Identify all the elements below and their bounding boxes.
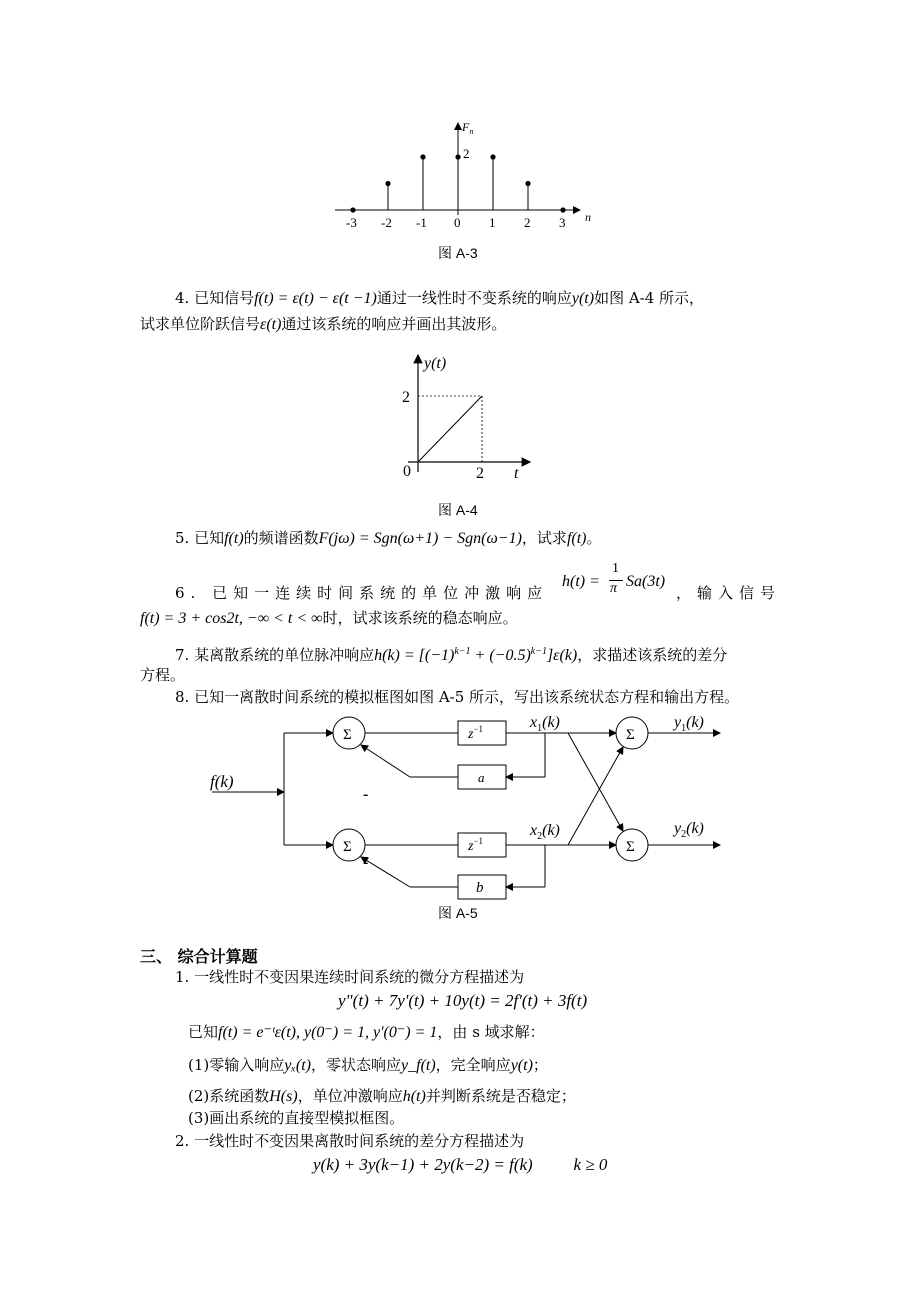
s3-known-b: ，由 s 域求解： bbox=[437, 1023, 545, 1041]
q5-math-f2: f(t) bbox=[566, 530, 587, 547]
q5-text-d: 。 bbox=[586, 529, 602, 547]
q7-math-exp2: k−1 bbox=[530, 646, 547, 657]
a5-minus-bottom: - bbox=[363, 854, 369, 871]
s3-eq2-cond: k ≥ 0 bbox=[573, 1155, 608, 1174]
s3-p2: 2. 一线性时不变因果离散时间系统的差分方程描述为 bbox=[175, 1132, 525, 1150]
q6-line1-text: 6. 已知一连续时间系统的单位冲激响应 bbox=[175, 584, 549, 602]
a3-stem-point bbox=[525, 181, 530, 186]
a5-caption: 图 A-5 bbox=[438, 905, 478, 921]
s3-known-a: 已知 bbox=[188, 1023, 219, 1041]
s3-sub2 bbox=[188, 1086, 576, 1107]
a3-tick-label: -2 bbox=[381, 215, 392, 230]
a5-y1-label: $y_1(k)$ bbox=[674, 714, 704, 734]
a4-y-label: y(t) bbox=[424, 355, 447, 372]
q5-line bbox=[175, 528, 602, 549]
s3-sub2-b: ，单位冲激响应 bbox=[297, 1087, 403, 1105]
q5-text-b: 的频谱函数 bbox=[243, 529, 319, 547]
s3-sub1-b: ，零状态响应 bbox=[311, 1056, 402, 1074]
q6-math-h: h(t) = bbox=[562, 573, 600, 590]
a3-tick-label: -1 bbox=[416, 215, 427, 230]
s3-sub1-a: (1)零输入响应 bbox=[188, 1056, 285, 1074]
q7-line2: 方程。 bbox=[140, 666, 186, 684]
q4-math-signal: f(t) = ε(t) − ε(t −1) bbox=[254, 290, 377, 307]
a5-gain-a-label: a bbox=[478, 770, 485, 785]
a5-input-label: f(k) bbox=[210, 772, 234, 791]
a3-tick-label: 1 bbox=[489, 215, 496, 230]
q7-text-b: ，求描述该系统的差分 bbox=[577, 646, 728, 664]
q6-math-sa: Sa(3t) bbox=[626, 573, 666, 590]
q4-line2 bbox=[140, 314, 506, 335]
q5-math-f: f(t) bbox=[224, 530, 244, 547]
s3-known-math: f(t) = e⁻ᵗε(t), y(0⁻) = 1, y'(0⁻) = 1 bbox=[218, 1024, 438, 1041]
a5-cross-x1-to-y2 bbox=[568, 733, 623, 831]
a5-fb-top-diag bbox=[361, 745, 410, 777]
q4-math-step: ε(t) bbox=[260, 316, 282, 333]
s3-sub2-math1: H(s) bbox=[269, 1088, 298, 1105]
a4-x-label: t bbox=[514, 465, 519, 482]
a5-x2-label: $x_2(k)$ bbox=[530, 822, 560, 842]
q4-text-e: 通过该系统的响应并画出其波形。 bbox=[281, 315, 507, 333]
a5-sum-top-symbol: Σ bbox=[343, 727, 352, 743]
s3-known bbox=[188, 1022, 545, 1043]
q6-math-input: f(t) = 3 + cos2t, −∞ < t < ∞ bbox=[140, 610, 323, 627]
a4-ramp bbox=[418, 396, 482, 462]
a3-stem-point bbox=[560, 207, 565, 212]
s3-sub2-c: 并判断系统是否稳定； bbox=[425, 1087, 576, 1105]
q6-line1-b: ，输入信号 bbox=[676, 584, 782, 602]
q4-text-d: 试求单位阶跃信号 bbox=[140, 315, 261, 333]
q5-text-a: 5. 已知 bbox=[175, 529, 225, 547]
a5-gain-b-label: b bbox=[476, 880, 484, 896]
q4-line1 bbox=[175, 288, 704, 309]
a3-tick-label: 0 bbox=[454, 215, 461, 230]
a4-origin: 0 bbox=[403, 463, 411, 480]
a3-stem-point bbox=[420, 154, 425, 159]
q4-text-a: 4. 已知信号 bbox=[175, 289, 255, 307]
a3-stem-point bbox=[490, 154, 495, 159]
a5-delay-top-label: $z^{-1}$ bbox=[468, 724, 484, 742]
section3-heading: 三、 综合计算题 bbox=[140, 947, 258, 966]
q7-line1 bbox=[175, 642, 727, 666]
s3-p1: 1. 一线性时不变因果连续时间系统的微分方程描述为 bbox=[175, 968, 525, 986]
a3-stem-point bbox=[385, 181, 390, 186]
s3-sub3: (3)画出系统的直接型模拟框图。 bbox=[188, 1109, 405, 1127]
q7-math-mid: + (−0.5) bbox=[470, 647, 531, 664]
a3-stem-point bbox=[455, 154, 460, 159]
a5-cross-x2-to-y1 bbox=[568, 747, 623, 845]
q5-math-spectrum: F(jω) = Sgn(ω+1) − Sgn(ω−1) bbox=[318, 530, 522, 547]
s3-eq2-line bbox=[313, 1155, 607, 1175]
s3-sub1 bbox=[188, 1055, 548, 1076]
q8-line: 8. 已知一离散时间系统的模拟框图如图 A-5 所示，写出该系统状态方程和输出方程。 bbox=[175, 688, 740, 706]
q6-math-den: π bbox=[610, 581, 618, 596]
a3-tick-label: -3 bbox=[346, 215, 357, 230]
s3-sub1-math2: y_f(t) bbox=[401, 1057, 436, 1074]
a5-fb-bottom-diag bbox=[361, 857, 410, 887]
s3-sub1-d: ； bbox=[532, 1056, 548, 1074]
s3-sub2-a: (2)系统函数 bbox=[188, 1087, 270, 1105]
q6-text-c: 时，试求该系统的稳态响应。 bbox=[322, 609, 518, 627]
a4-caption: 图 A-4 bbox=[438, 502, 478, 518]
a5-y2-label: $y_2(k)$ bbox=[674, 820, 704, 840]
a3-tick-label: 2 bbox=[524, 215, 531, 230]
q7-math-end: ]ε(k) bbox=[546, 647, 578, 664]
q6-line2 bbox=[140, 608, 518, 629]
s3-eq1: y"(t) + 7y'(t) + 10y(t) = 2f'(t) + 3f(t) bbox=[338, 991, 588, 1010]
q4-math-response: y(t) bbox=[571, 290, 595, 307]
a3-tick-label: 3 bbox=[559, 215, 566, 230]
figure-a5 bbox=[200, 705, 740, 905]
q5-text-c: ，试求 bbox=[521, 529, 567, 547]
q7-math-exp1: k−1 bbox=[454, 646, 471, 657]
s3-sub1-c: ，完全响应 bbox=[435, 1056, 511, 1074]
figure-a4 bbox=[390, 350, 540, 485]
q4-text-c: 如图 A-4 所示， bbox=[594, 289, 705, 307]
a3-y-label: $F_n$ bbox=[462, 120, 474, 136]
q7-text-a: 7. 某离散系统的单位脉冲响应 bbox=[175, 646, 375, 664]
figure-a3 bbox=[330, 115, 600, 240]
a3-x-label: n bbox=[585, 210, 591, 224]
q7-math-h: h(k) = [(−1) bbox=[374, 647, 455, 664]
a3-stem-point bbox=[350, 207, 355, 212]
s3-sub1-math1: yₓ(t) bbox=[284, 1057, 311, 1074]
s3-sub2-math2: h(t) bbox=[402, 1088, 426, 1105]
a5-x1-label: $x_1(k)$ bbox=[530, 714, 560, 734]
a5-delay-bottom-label: $z^{-1}$ bbox=[468, 836, 484, 854]
a5-sum-out1-symbol: Σ bbox=[626, 727, 635, 743]
a5-sum-bottom-symbol: Σ bbox=[343, 839, 352, 855]
a5-minus-top: - bbox=[363, 786, 369, 803]
s3-eq2: y(k) + 3y(k−1) + 2y(k−2) = f(k) bbox=[313, 1155, 533, 1174]
a3-peak-label: 2 bbox=[463, 146, 470, 161]
a4-y-tick: 2 bbox=[402, 389, 410, 406]
s3-sub1-math3: y(t) bbox=[510, 1057, 533, 1074]
q6-math-num: 1 bbox=[612, 561, 619, 576]
a3-caption: 图 A-3 bbox=[438, 245, 478, 261]
a5-sum-out2-symbol: Σ bbox=[626, 839, 635, 855]
q4-text-b: 通过一线性时不变系统的响应 bbox=[376, 289, 572, 307]
a4-x-tick: 2 bbox=[476, 465, 484, 482]
